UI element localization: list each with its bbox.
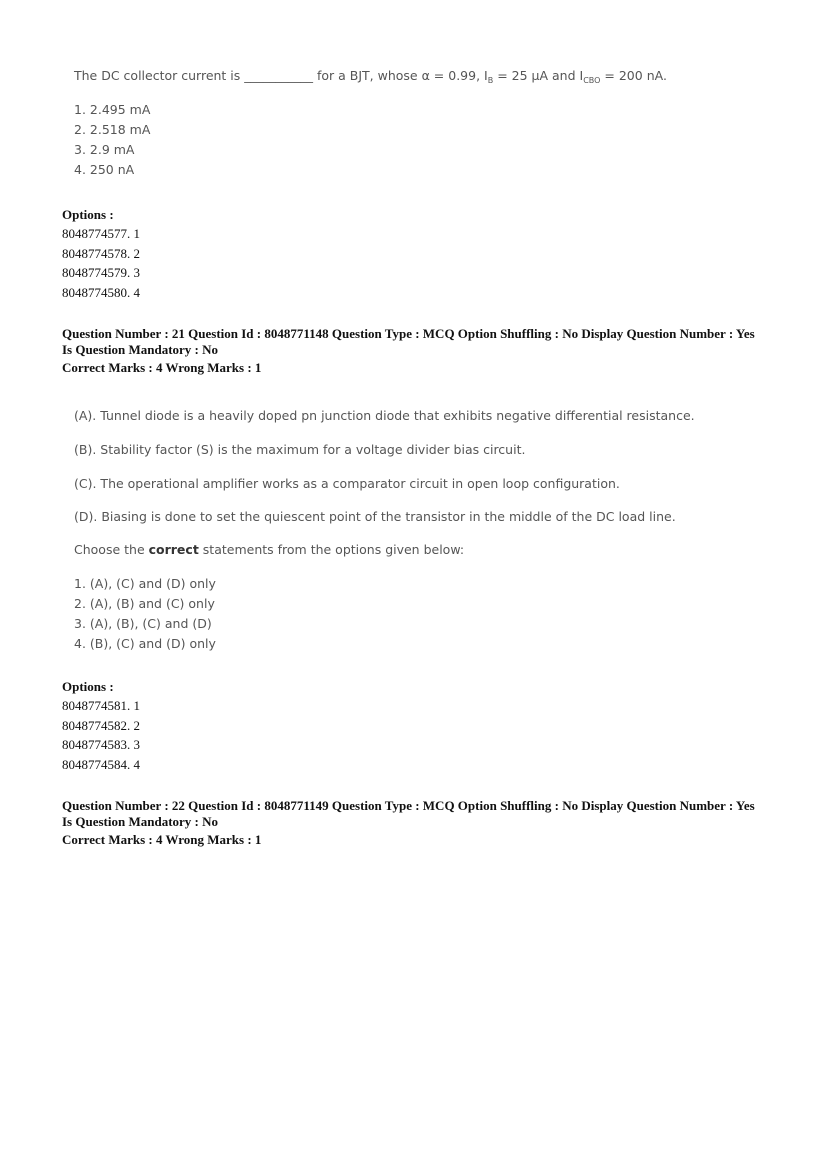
q21-statement: (D). Biasing is done to set the quiescent point of the transistor in the middle of the DC load line. (74, 509, 676, 524)
q20-options (62, 205, 140, 302)
q21-meta-line2: Is Question Mandatory : No (62, 342, 219, 357)
q21-meta (62, 326, 755, 376)
q20-stem-mid: = 25 μA and I (493, 68, 584, 83)
q21-marks: Correct Marks : 4 Wrong Marks : 1 (62, 360, 262, 375)
q20-option-id: 8048774579. 3 (62, 265, 140, 280)
q20-stem-post: = 200 nA. (600, 68, 667, 83)
q21-statement: (B). Stability factor (S) is the maximum for a voltage divider bias circuit. (74, 442, 526, 457)
q21-option-id: 8048774582. 2 (62, 717, 140, 733)
q21-statement: (C). The operational amplifier works as a comparator circuit in open loop configuration. (74, 476, 620, 491)
q20-stem (74, 68, 667, 85)
q20-option-id: 8048774580. 4 (62, 284, 140, 300)
q21-option-id: 8048774581. 1 (62, 698, 140, 713)
q20-stem-sub-cbo: CBO (583, 76, 601, 85)
q21-prompt-post: statements from the options given below: (198, 542, 465, 557)
q21-prompt-pre: Choose the (74, 542, 149, 557)
q20-option-id: 8048774578. 2 (62, 245, 140, 261)
q21-option-id: 8048774584. 4 (62, 756, 140, 772)
q21-choice: 4. (B), (C) and (D) only (74, 636, 216, 651)
q22-meta-line2: Is Question Mandatory : No (62, 814, 219, 829)
q21-choice: 2. (A), (B) and (C) only (74, 596, 215, 611)
q21-meta-line1: Question Number : 21 Question Id : 8048771148 Question Type : MCQ Option Shuffling : No Display Question Number : Yes (62, 326, 755, 341)
q20-options-label: Options : (62, 207, 114, 222)
q21-prompt (74, 542, 464, 557)
q22-meta (62, 798, 755, 848)
q21-prompt-bold: correct (148, 542, 199, 557)
q21-options-label: Options : (62, 679, 114, 694)
q21-option-id: 8048774583. 3 (62, 737, 140, 752)
q21-choice: 3. (A), (B), (C) and (D) (74, 616, 212, 631)
q20-option-id: 8048774577. 1 (62, 226, 140, 241)
q20-stem-pre: The DC collector current is ___________ for a BJT, whose α = 0.99, I (74, 68, 488, 83)
q21-choice: 1. (A), (C) and (D) only (74, 576, 216, 591)
q21-options (62, 677, 140, 774)
q20-choice: 4. 250 nA (74, 162, 135, 177)
q20-stem-sub-b: B (487, 76, 494, 85)
q20-choice: 2. 2.518 mA (74, 122, 151, 137)
q21-statement: (A). Tunnel diode is a heavily doped pn junction diode that exhibits negative differential resistance. (74, 408, 695, 423)
q20-choice: 3. 2.9 mA (74, 142, 135, 157)
q20-choice: 1. 2.495 mA (74, 102, 151, 117)
q22-meta-line1: Question Number : 22 Question Id : 8048771149 Question Type : MCQ Option Shuffling : No Display Question Number : Yes (62, 798, 755, 813)
q22-marks: Correct Marks : 4 Wrong Marks : 1 (62, 832, 262, 847)
